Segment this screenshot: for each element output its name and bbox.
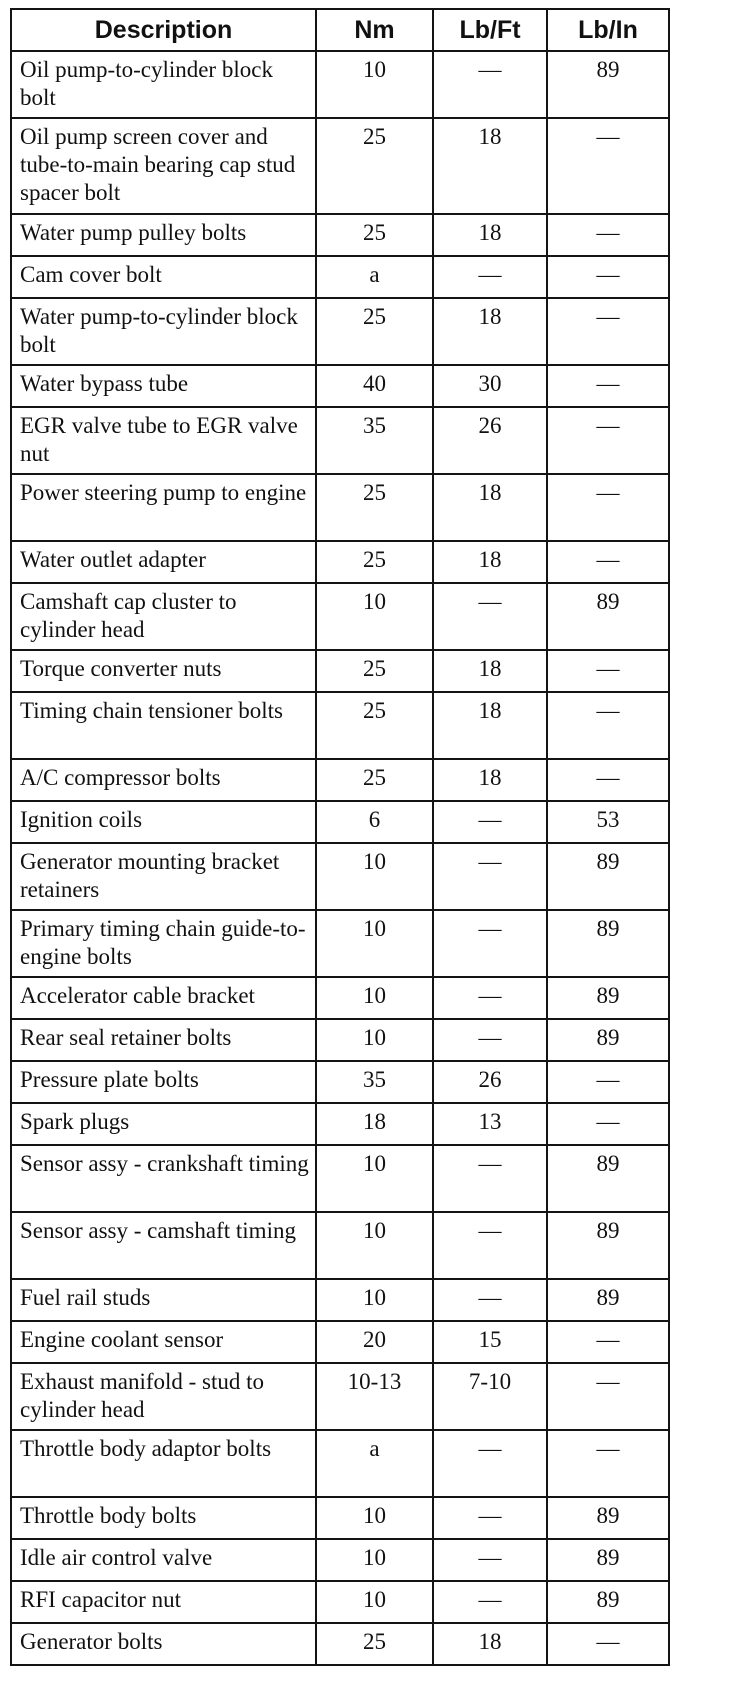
row-lb-ft-value: 18 <box>433 298 547 365</box>
row-lb-in-value: — <box>547 298 669 365</box>
row-nm-value: 40 <box>316 365 433 407</box>
row-lb-in-value: — <box>547 1363 669 1430</box>
row-nm-value: 35 <box>316 407 433 474</box>
row-lb-in-value: — <box>547 365 669 407</box>
table-row <box>11 1623 669 1665</box>
table-row <box>11 801 669 843</box>
row-description: Sensor assy - camshaft timing <box>11 1212 316 1279</box>
row-lb-in-value: 89 <box>547 1212 669 1279</box>
header-lb-ft: Lb/Ft <box>433 9 547 51</box>
row-description: Timing chain tensioner bolts <box>11 692 316 759</box>
table-row <box>11 1019 669 1061</box>
row-lb-ft-value: 18 <box>433 474 547 541</box>
row-nm-value: 25 <box>316 298 433 365</box>
row-nm-value: 25 <box>316 214 433 256</box>
table-row <box>11 1363 669 1430</box>
row-description: Pressure plate bolts <box>11 1061 316 1103</box>
row-lb-in-value: — <box>547 1430 669 1497</box>
row-description: Engine coolant sensor <box>11 1321 316 1363</box>
row-nm-value: 25 <box>316 1623 433 1665</box>
row-lb-in-value: 53 <box>547 801 669 843</box>
table-row <box>11 1061 669 1103</box>
row-description: Idle air control valve <box>11 1539 316 1581</box>
row-description: Oil pump screen cover and tube-to-main bearing cap stud spacer bolt <box>11 118 316 214</box>
header-lb-in: Lb/In <box>547 9 669 51</box>
row-lb-in-value: — <box>547 1321 669 1363</box>
table-row <box>11 977 669 1019</box>
row-description: Torque converter nuts <box>11 650 316 692</box>
row-description: Water pump-to-cylinder block bolt <box>11 298 316 365</box>
header-nm: Nm <box>316 9 433 51</box>
row-lb-in-value: — <box>547 214 669 256</box>
row-lb-ft-value: — <box>433 1212 547 1279</box>
row-nm-value: 10 <box>316 51 433 118</box>
table-row <box>11 1497 669 1539</box>
table-row <box>11 474 669 541</box>
row-nm-value: 35 <box>316 1061 433 1103</box>
torque-spec-table <box>10 8 670 1666</box>
row-description: Exhaust manifold - stud to cylinder head <box>11 1363 316 1430</box>
row-lb-ft-value: — <box>433 583 547 650</box>
row-lb-ft-value: — <box>433 843 547 910</box>
row-nm-value: 10 <box>316 1497 433 1539</box>
row-description: RFI capacitor nut <box>11 1581 316 1623</box>
row-description: Generator bolts <box>11 1623 316 1665</box>
row-lb-in-value: — <box>547 118 669 214</box>
table-row <box>11 1581 669 1623</box>
row-nm-value: 25 <box>316 759 433 801</box>
table-row <box>11 1279 669 1321</box>
row-lb-ft-value: — <box>433 51 547 118</box>
row-lb-ft-value: 15 <box>433 1321 547 1363</box>
table-row <box>11 51 669 118</box>
row-lb-ft-value: — <box>433 1430 547 1497</box>
row-lb-in-value: — <box>547 474 669 541</box>
row-lb-ft-value: 18 <box>433 692 547 759</box>
row-nm-value: a <box>316 256 433 298</box>
table-row <box>11 298 669 365</box>
table-row <box>11 214 669 256</box>
row-description: Ignition coils <box>11 801 316 843</box>
row-lb-ft-value: 18 <box>433 1623 547 1665</box>
row-description: Oil pump-to-cylinder block bolt <box>11 51 316 118</box>
row-lb-ft-value: — <box>433 1497 547 1539</box>
row-nm-value: 25 <box>316 118 433 214</box>
header-description: Description <box>11 9 316 51</box>
row-description: Generator mounting bracket retainers <box>11 843 316 910</box>
row-lb-in-value: — <box>547 407 669 474</box>
table-header-row <box>11 9 669 51</box>
row-lb-in-value: 89 <box>547 1581 669 1623</box>
row-nm-value: 25 <box>316 650 433 692</box>
row-description: Water outlet adapter <box>11 541 316 583</box>
table-row <box>11 583 669 650</box>
row-nm-value: a <box>316 1430 433 1497</box>
row-lb-ft-value: — <box>433 1019 547 1061</box>
row-lb-in-value: 89 <box>547 843 669 910</box>
row-nm-value: 10 <box>316 1279 433 1321</box>
table-row <box>11 365 669 407</box>
row-lb-ft-value: — <box>433 256 547 298</box>
row-lb-in-value: — <box>547 1061 669 1103</box>
row-nm-value: 10-13 <box>316 1363 433 1430</box>
row-description: Rear seal retainer bolts <box>11 1019 316 1061</box>
row-nm-value: 18 <box>316 1103 433 1145</box>
row-lb-in-value: 89 <box>547 910 669 977</box>
table-row <box>11 650 669 692</box>
row-description: Cam cover bolt <box>11 256 316 298</box>
row-description: Water pump pulley bolts <box>11 214 316 256</box>
row-lb-in-value: 89 <box>547 51 669 118</box>
row-nm-value: 10 <box>316 1145 433 1212</box>
row-lb-ft-value: 18 <box>433 214 547 256</box>
table-row <box>11 759 669 801</box>
table-row <box>11 692 669 759</box>
row-lb-in-value: — <box>547 1103 669 1145</box>
row-nm-value: 10 <box>316 1581 433 1623</box>
row-lb-in-value: 89 <box>547 583 669 650</box>
row-description: Sensor assy - crankshaft timing <box>11 1145 316 1212</box>
table-row <box>11 541 669 583</box>
table-row <box>11 1145 669 1212</box>
table-row <box>11 407 669 474</box>
row-lb-ft-value: 18 <box>433 650 547 692</box>
table-row <box>11 1103 669 1145</box>
row-lb-ft-value: — <box>433 1145 547 1212</box>
row-lb-in-value: — <box>547 541 669 583</box>
row-nm-value: 10 <box>316 583 433 650</box>
row-lb-ft-value: — <box>433 801 547 843</box>
row-nm-value: 10 <box>316 843 433 910</box>
row-nm-value: 10 <box>316 1019 433 1061</box>
torque-spec-sheet <box>10 8 668 1666</box>
row-lb-ft-value: 7-10 <box>433 1363 547 1430</box>
row-lb-in-value: — <box>547 692 669 759</box>
row-lb-ft-value: 26 <box>433 407 547 474</box>
table-row <box>11 843 669 910</box>
row-lb-ft-value: — <box>433 1581 547 1623</box>
row-lb-in-value: — <box>547 650 669 692</box>
row-lb-ft-value: 13 <box>433 1103 547 1145</box>
table-row <box>11 1539 669 1581</box>
row-lb-ft-value: — <box>433 1279 547 1321</box>
row-nm-value: 25 <box>316 541 433 583</box>
table-row <box>11 1430 669 1497</box>
table-row <box>11 1212 669 1279</box>
row-lb-ft-value: — <box>433 910 547 977</box>
row-lb-in-value: — <box>547 256 669 298</box>
row-nm-value: 6 <box>316 801 433 843</box>
row-description: Camshaft cap cluster to cylinder head <box>11 583 316 650</box>
row-description: Water bypass tube <box>11 365 316 407</box>
row-description: Fuel rail studs <box>11 1279 316 1321</box>
row-nm-value: 25 <box>316 692 433 759</box>
row-lb-in-value: — <box>547 1623 669 1665</box>
row-lb-ft-value: — <box>433 977 547 1019</box>
table-row <box>11 910 669 977</box>
table-row <box>11 1321 669 1363</box>
row-nm-value: 25 <box>316 474 433 541</box>
row-nm-value: 10 <box>316 910 433 977</box>
row-lb-in-value: 89 <box>547 1539 669 1581</box>
row-lb-in-value: 89 <box>547 977 669 1019</box>
row-lb-in-value: — <box>547 759 669 801</box>
row-description: Primary timing chain guide-to-engine bolts <box>11 910 316 977</box>
row-description: Throttle body bolts <box>11 1497 316 1539</box>
row-lb-in-value: 89 <box>547 1019 669 1061</box>
row-description: Spark plugs <box>11 1103 316 1145</box>
row-lb-in-value: 89 <box>547 1279 669 1321</box>
row-lb-ft-value: 30 <box>433 365 547 407</box>
row-nm-value: 10 <box>316 977 433 1019</box>
row-lb-in-value: 89 <box>547 1497 669 1539</box>
row-lb-ft-value: — <box>433 1539 547 1581</box>
row-description: A/C compressor bolts <box>11 759 316 801</box>
table-row <box>11 118 669 214</box>
table-row <box>11 256 669 298</box>
row-lb-in-value: 89 <box>547 1145 669 1212</box>
row-lb-ft-value: 18 <box>433 541 547 583</box>
row-nm-value: 10 <box>316 1539 433 1581</box>
row-nm-value: 20 <box>316 1321 433 1363</box>
row-lb-ft-value: 18 <box>433 118 547 214</box>
row-lb-ft-value: 26 <box>433 1061 547 1103</box>
row-description: EGR valve tube to EGR valve nut <box>11 407 316 474</box>
row-lb-ft-value: 18 <box>433 759 547 801</box>
row-description: Throttle body adaptor bolts <box>11 1430 316 1497</box>
row-nm-value: 10 <box>316 1212 433 1279</box>
table-body <box>11 51 669 1665</box>
row-description: Power steering pump to engine <box>11 474 316 541</box>
row-description: Accelerator cable bracket <box>11 977 316 1019</box>
